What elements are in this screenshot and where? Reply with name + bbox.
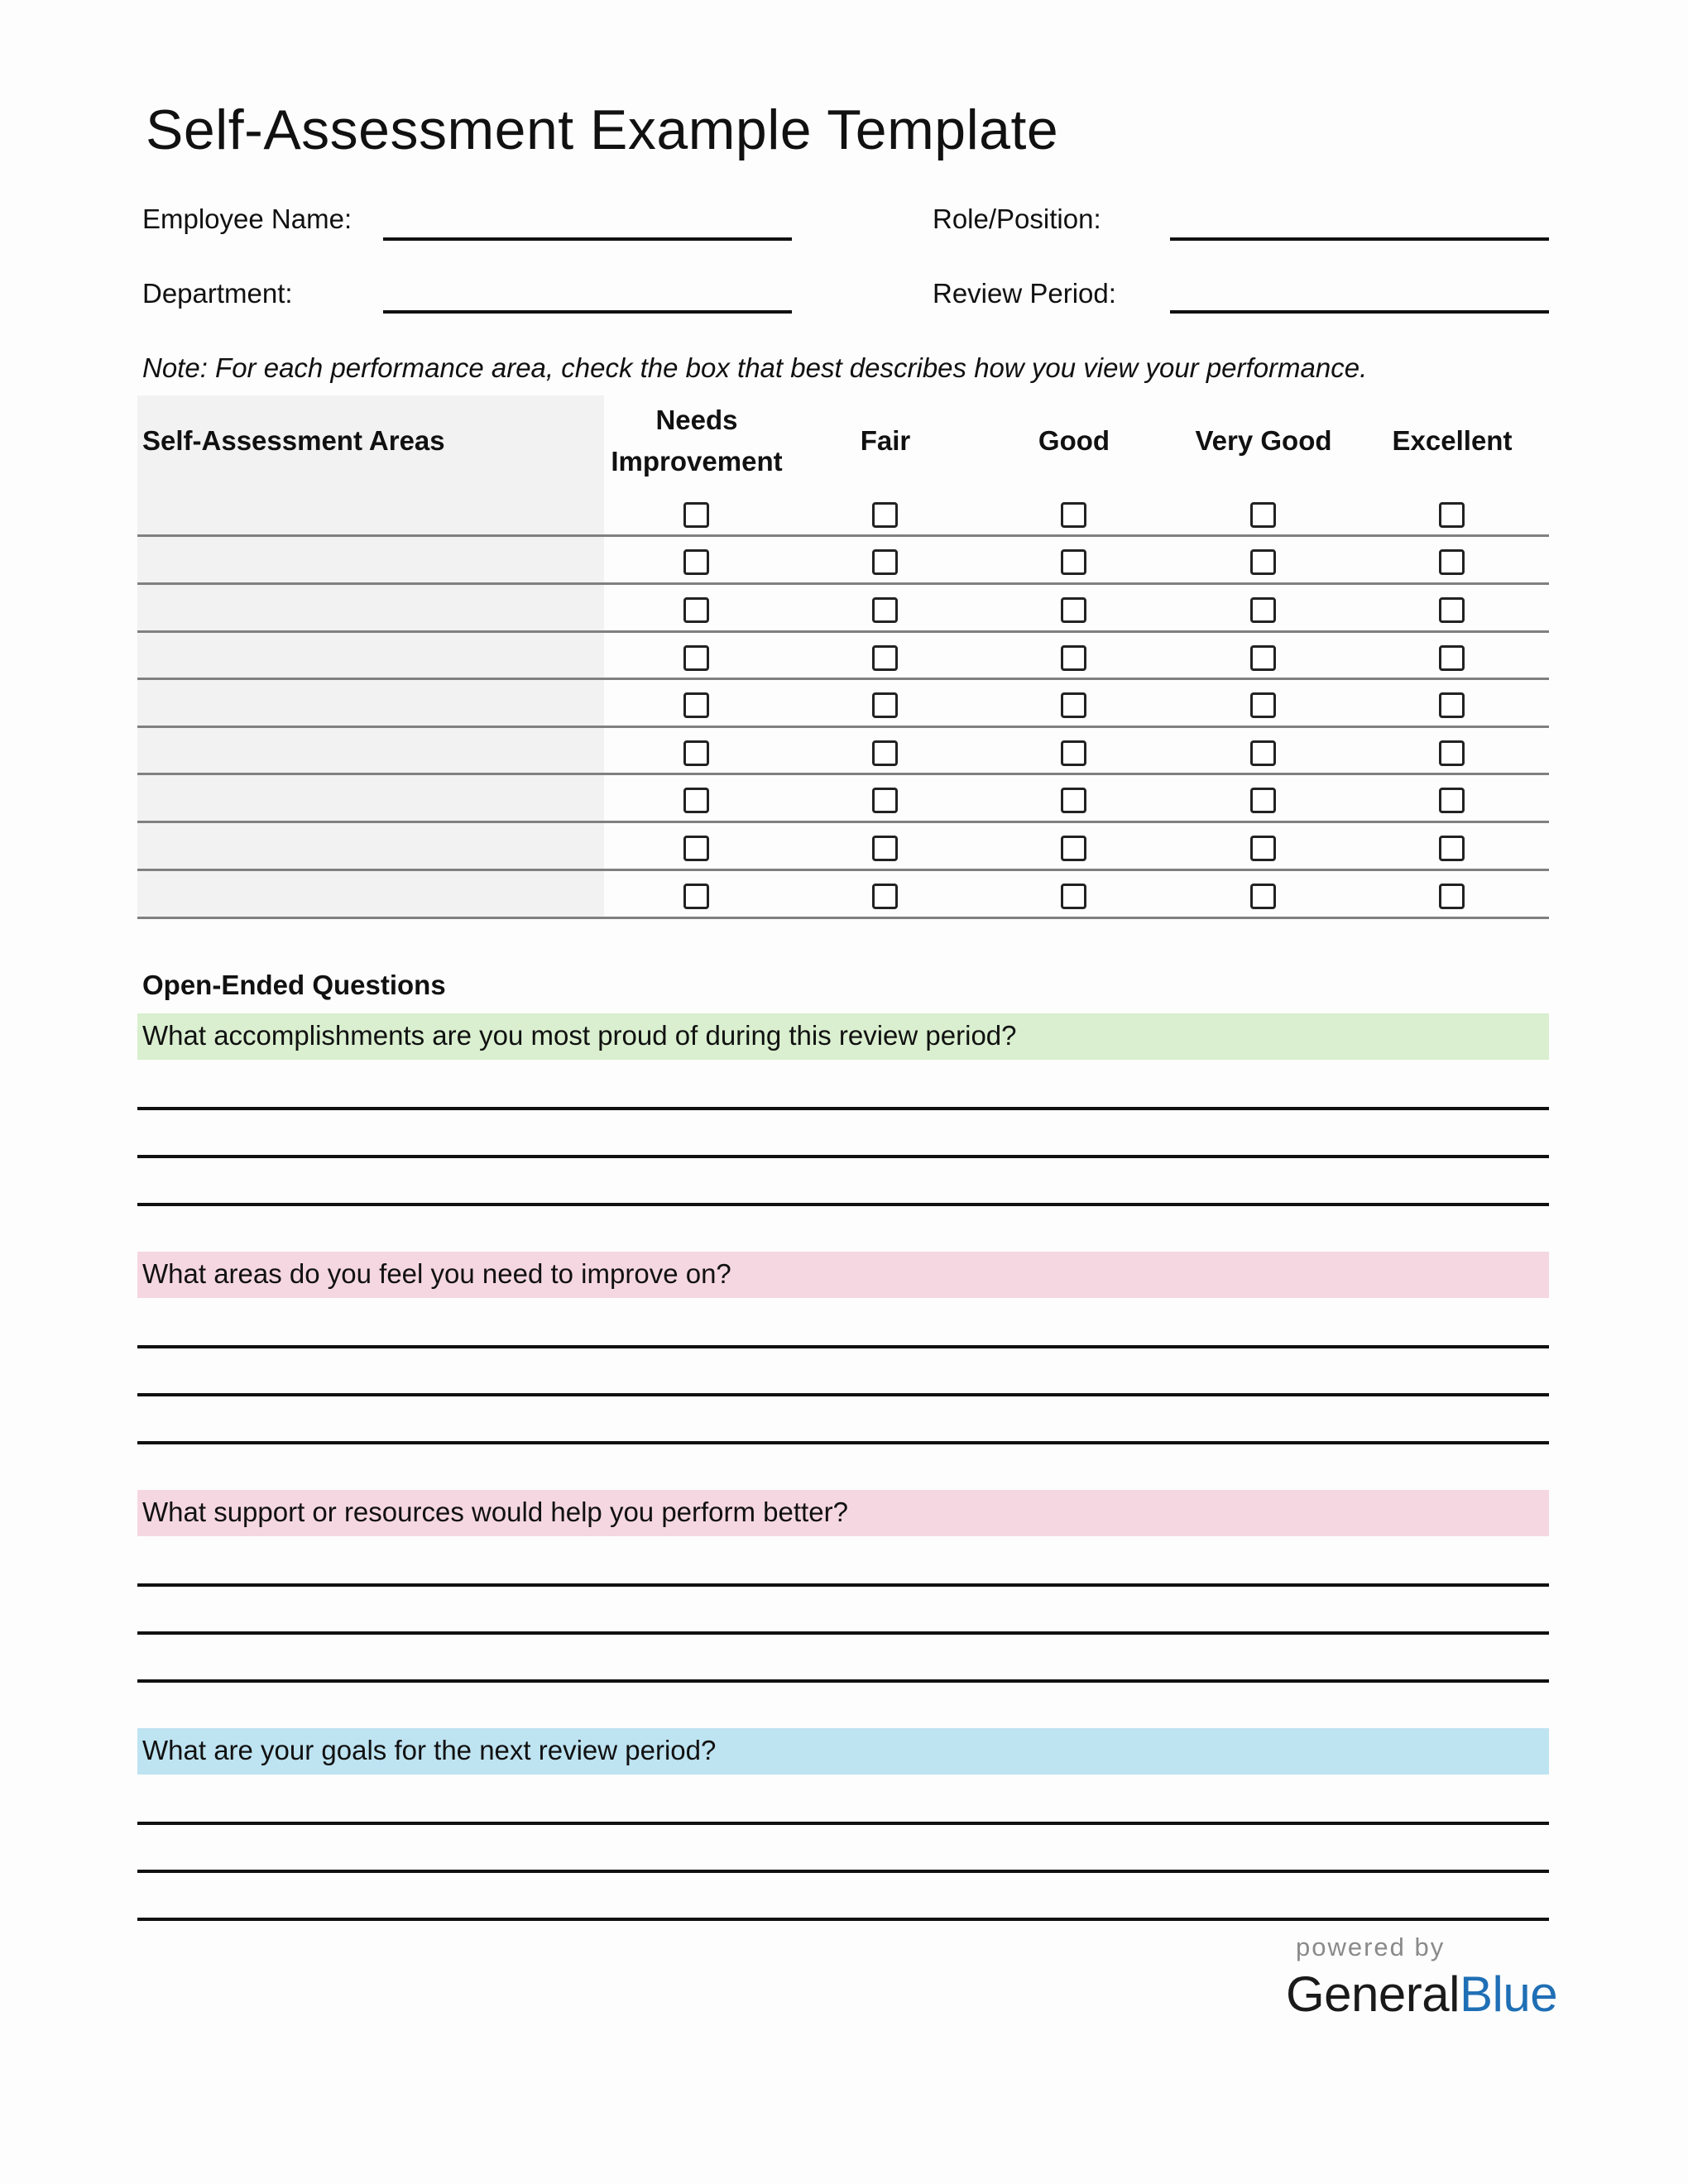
generalblue-logo: [1286, 1966, 1557, 2023]
answer-line[interactable]: [137, 1107, 1549, 1110]
rating-checkbox[interactable]: [872, 788, 898, 813]
rating-checkbox[interactable]: [1439, 549, 1465, 575]
table-row-divider: [137, 821, 1549, 823]
answer-line[interactable]: [137, 1203, 1549, 1206]
answer-line[interactable]: [137, 1583, 1549, 1587]
rating-checkbox[interactable]: [1061, 549, 1086, 575]
rating-checkbox[interactable]: [683, 884, 709, 909]
rating-checkbox[interactable]: [1250, 645, 1276, 671]
rating-checkbox[interactable]: [683, 836, 709, 861]
question-text: What accomplishments are you most proud of during this review period?: [142, 1020, 1017, 1051]
rating-header-1: Fair: [860, 425, 911, 456]
rating-checkbox[interactable]: [872, 549, 898, 575]
rating-checkbox[interactable]: [1250, 836, 1276, 861]
rating-checkbox[interactable]: [872, 597, 898, 623]
assessment-area-cell[interactable]: [137, 776, 604, 821]
rating-checkbox[interactable]: [683, 692, 709, 718]
rating-checkbox[interactable]: [683, 549, 709, 575]
rating-header-0: Needs Improvement: [611, 405, 783, 477]
assessment-area-cell[interactable]: [137, 681, 604, 726]
question-text: What support or resources would help you perform better?: [142, 1497, 848, 1527]
brand-blue: Blue: [1459, 1966, 1558, 2022]
rating-checkbox[interactable]: [1061, 692, 1086, 718]
rating-checkbox[interactable]: [1061, 836, 1086, 861]
rating-checkbox[interactable]: [1439, 692, 1465, 718]
review-period-label: Review Period:: [933, 278, 1116, 309]
rating-checkbox[interactable]: [1061, 740, 1086, 766]
table-row-divider: [137, 869, 1549, 871]
rating-checkbox[interactable]: [1250, 788, 1276, 813]
assessment-area-cell[interactable]: [137, 633, 604, 678]
rating-checkbox[interactable]: [1439, 597, 1465, 623]
rating-checkbox[interactable]: [1061, 502, 1086, 528]
answer-line[interactable]: [137, 1441, 1549, 1444]
rating-checkbox[interactable]: [1250, 692, 1276, 718]
rating-checkbox[interactable]: [1250, 597, 1276, 623]
answer-line[interactable]: [137, 1155, 1549, 1158]
review-period-field[interactable]: [1170, 310, 1549, 314]
rating-header-2: Good: [1038, 425, 1110, 456]
rating-checkbox[interactable]: [1250, 884, 1276, 909]
brand-general: General: [1286, 1966, 1460, 2022]
question-banner: [137, 1490, 1549, 1536]
rating-checkbox[interactable]: [872, 740, 898, 766]
instructions-note: Note: For each performance area, check the box that best describes how you view your performance.: [142, 352, 1368, 383]
rating-checkbox[interactable]: [683, 597, 709, 623]
answer-line[interactable]: [137, 1631, 1549, 1635]
powered-by-text: powered by: [1296, 1933, 1446, 1961]
answer-line[interactable]: [137, 1870, 1549, 1873]
answer-line[interactable]: [137, 1822, 1549, 1825]
role-position-label: Role/Position:: [933, 204, 1101, 234]
assessment-area-cell[interactable]: [137, 490, 604, 534]
rating-checkbox[interactable]: [1061, 884, 1086, 909]
rating-checkbox[interactable]: [872, 502, 898, 528]
assessment-areas-header: Self-Assessment Areas: [142, 425, 445, 456]
open-ended-title: Open-Ended Questions: [142, 970, 446, 1000]
question-text: What areas do you feel you need to improve on?: [142, 1258, 731, 1289]
rating-header-3: Very Good: [1195, 425, 1332, 456]
rating-checkbox[interactable]: [1439, 788, 1465, 813]
rating-checkbox[interactable]: [872, 836, 898, 861]
rating-checkbox[interactable]: [1061, 645, 1086, 671]
rating-header-4: Excellent: [1392, 425, 1513, 456]
rating-checkbox[interactable]: [1439, 740, 1465, 766]
question-banner: [137, 1252, 1549, 1298]
answer-line[interactable]: [137, 1679, 1549, 1683]
assessment-area-cell[interactable]: [137, 824, 604, 869]
rating-checkbox[interactable]: [683, 788, 709, 813]
employee-name-label: Employee Name:: [142, 204, 352, 234]
assessment-area-cell[interactable]: [137, 872, 604, 917]
role-position-field[interactable]: [1170, 237, 1549, 241]
question-text: What are your goals for the next review period?: [142, 1735, 717, 1765]
rating-checkbox[interactable]: [1061, 788, 1086, 813]
assessment-area-cell[interactable]: [137, 586, 604, 630]
department-label: Department:: [142, 278, 293, 309]
question-banner: [137, 1728, 1549, 1774]
table-row-divider: [137, 582, 1549, 585]
table-row-divider: [137, 534, 1549, 537]
table-row-divider: [137, 773, 1549, 775]
rating-checkbox[interactable]: [1439, 645, 1465, 671]
rating-checkbox[interactable]: [872, 884, 898, 909]
rating-checkbox[interactable]: [683, 645, 709, 671]
employee-name-field[interactable]: [383, 237, 792, 241]
rating-checkbox[interactable]: [1061, 597, 1086, 623]
answer-line[interactable]: [137, 1345, 1549, 1348]
table-row-divider: [137, 678, 1549, 680]
assessment-area-cell[interactable]: [137, 538, 604, 582]
rating-checkbox[interactable]: [1250, 502, 1276, 528]
answer-line[interactable]: [137, 1393, 1549, 1396]
table-row-divider: [137, 917, 1549, 919]
rating-checkbox[interactable]: [683, 740, 709, 766]
rating-checkbox[interactable]: [1439, 884, 1465, 909]
rating-checkbox[interactable]: [1250, 740, 1276, 766]
rating-checkbox[interactable]: [872, 645, 898, 671]
rating-checkbox[interactable]: [1439, 836, 1465, 861]
rating-checkbox[interactable]: [872, 692, 898, 718]
rating-checkbox[interactable]: [1250, 549, 1276, 575]
answer-line[interactable]: [137, 1918, 1549, 1921]
assessment-area-cell[interactable]: [137, 728, 604, 773]
page-title: Self-Assessment Example Template: [146, 98, 1059, 161]
rating-checkbox[interactable]: [1439, 502, 1465, 528]
department-field[interactable]: [383, 310, 792, 314]
rating-checkbox[interactable]: [683, 502, 709, 528]
question-banner: [137, 1013, 1549, 1060]
